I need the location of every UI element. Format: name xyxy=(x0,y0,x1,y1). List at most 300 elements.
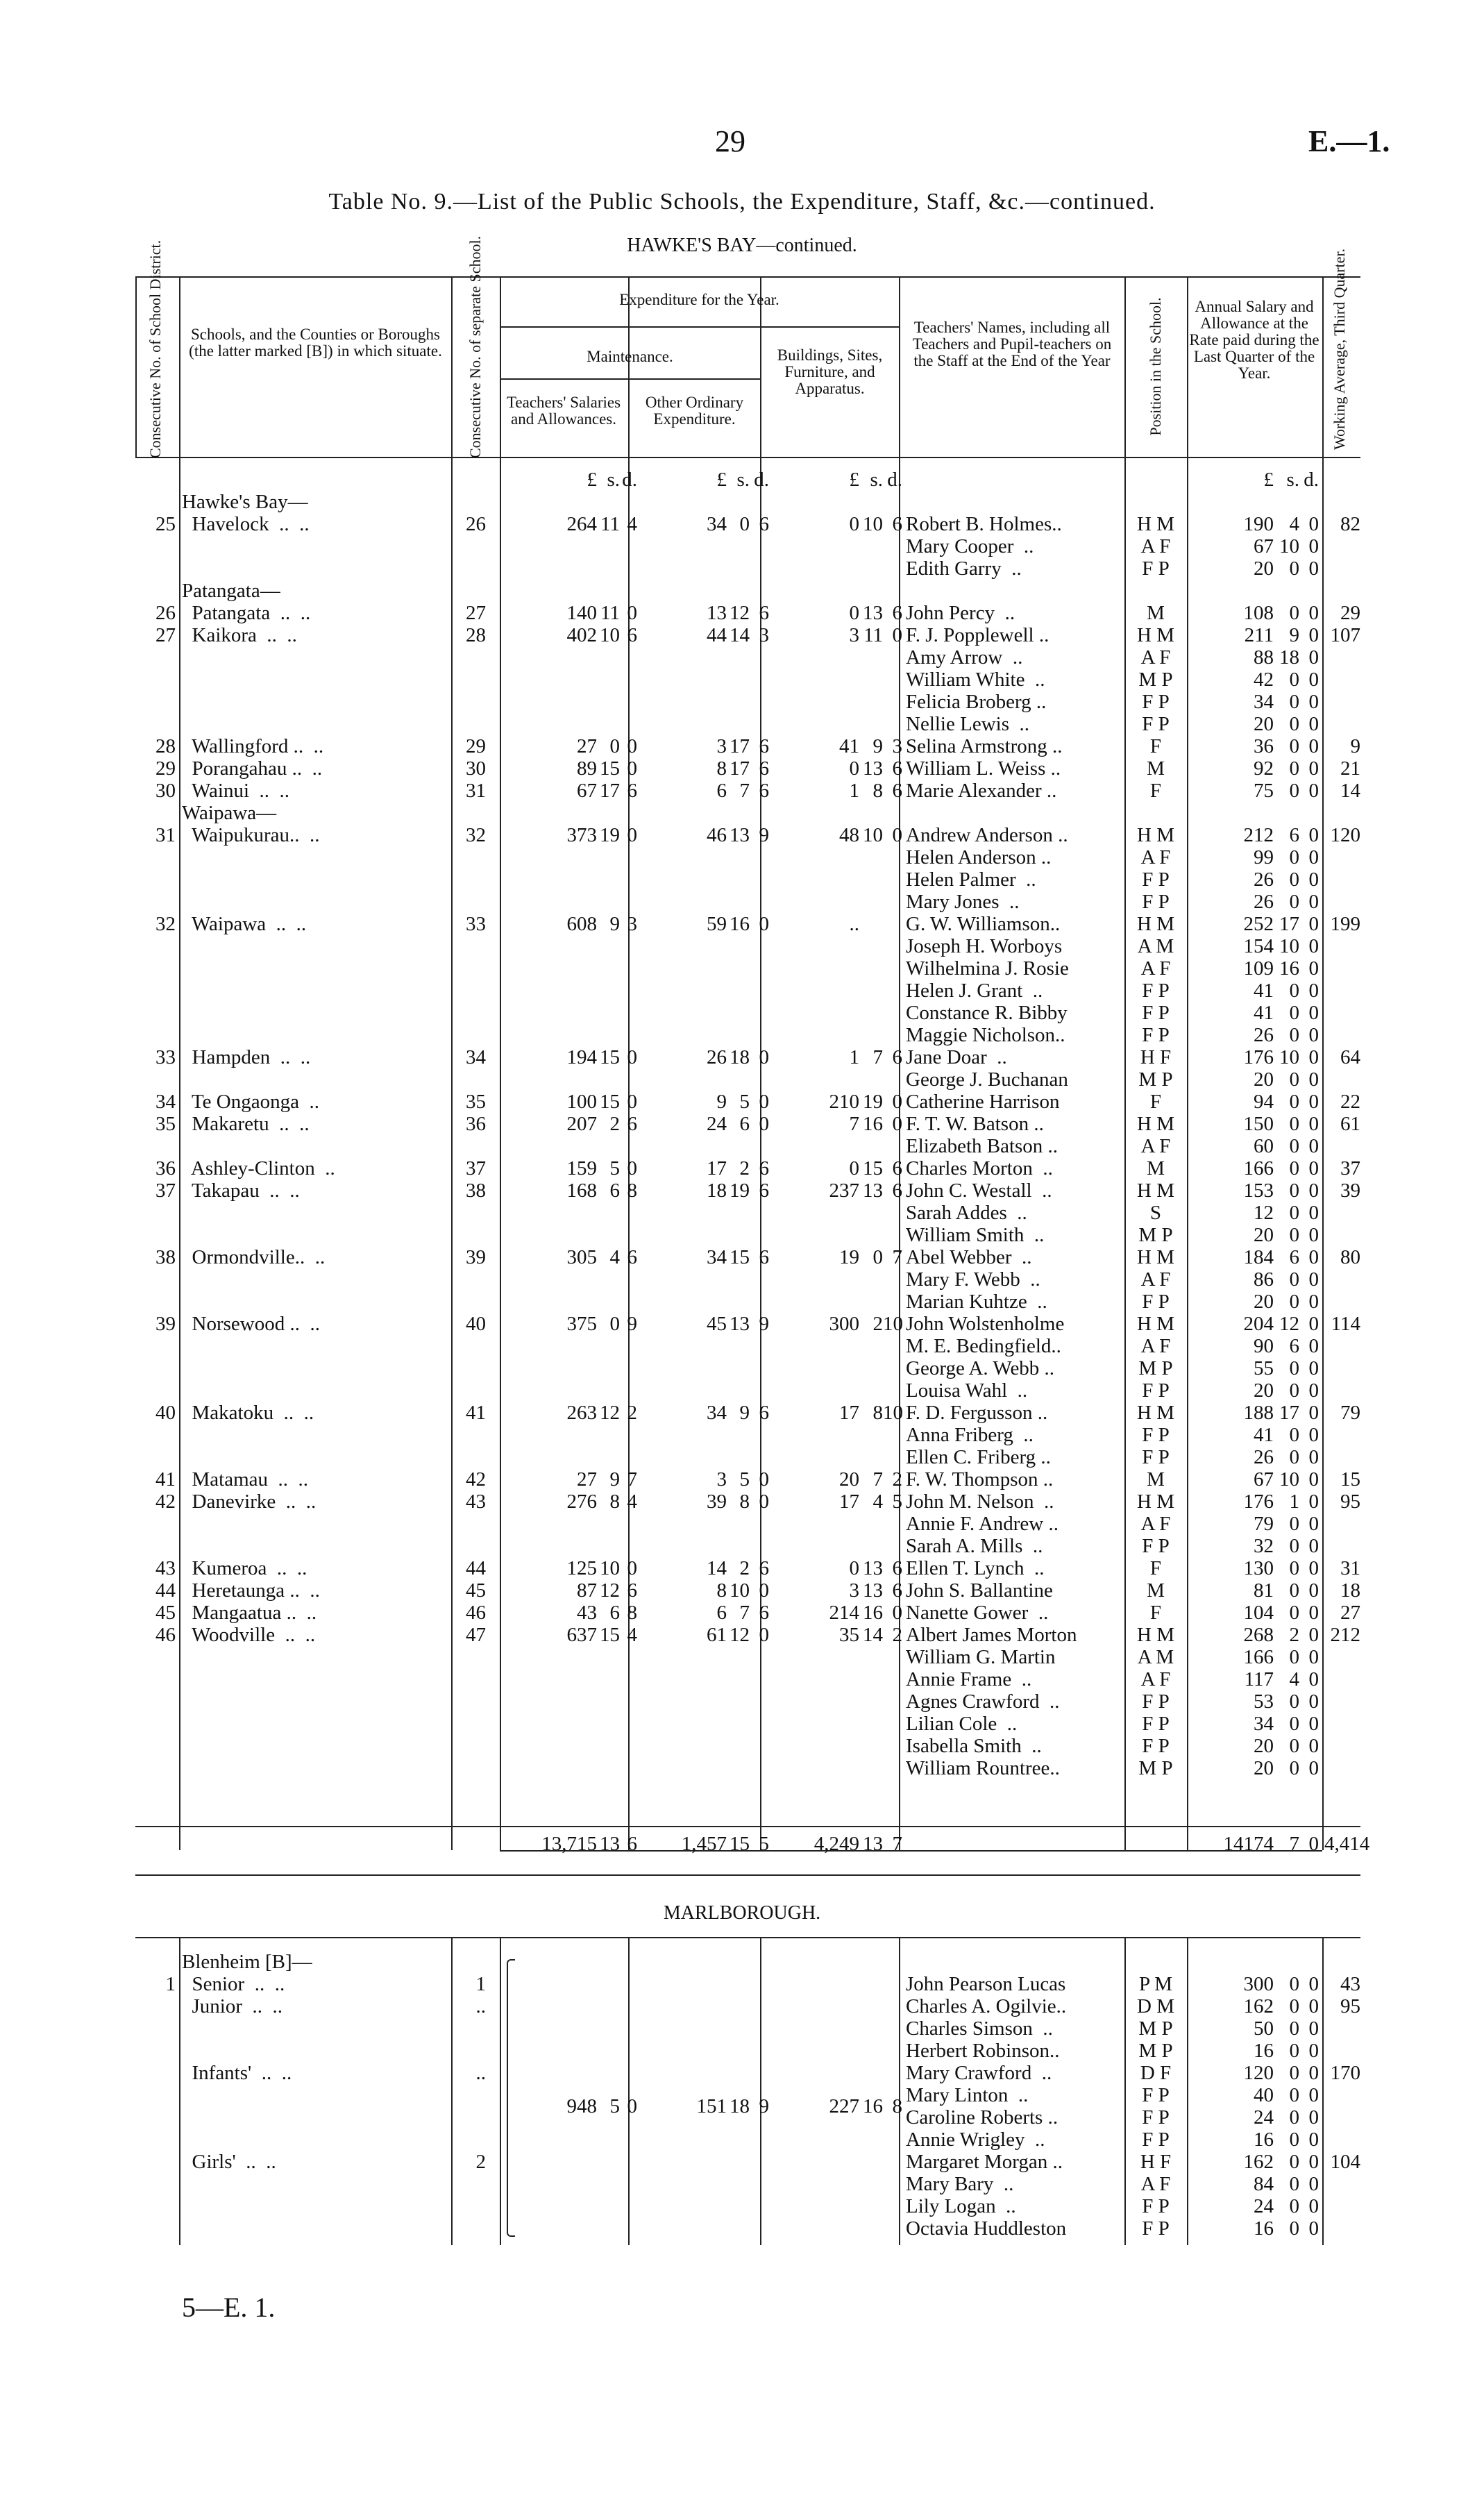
teacher-name: Agnes Crawford .. xyxy=(906,1690,1060,1713)
separate-school-number: .. xyxy=(475,2062,486,2084)
amount-pounds: 84 xyxy=(1254,2173,1274,2195)
amount-pounds: 27 xyxy=(577,1468,597,1491)
amount-pence: 0 xyxy=(1308,780,1319,802)
amount-pounds: 44 xyxy=(707,624,727,646)
amount-pence: 9 xyxy=(627,1313,637,1335)
amount-pence: 0 xyxy=(1308,1491,1319,1513)
currency-header: d. xyxy=(887,469,902,491)
teacher-name: John Percy .. xyxy=(906,602,1015,624)
amount-pounds: 13,715 xyxy=(541,1833,597,1855)
col-header-consec: Consecutive No. of School District. xyxy=(146,240,164,458)
amount-pence: 6 xyxy=(759,780,769,802)
amount-pounds: 27 xyxy=(577,735,597,757)
amount-pounds: 3 xyxy=(849,1579,859,1602)
amount-pence: 6 xyxy=(892,513,902,535)
amount-shillings: 16 xyxy=(863,1602,883,1624)
amount-shillings: 4 xyxy=(609,1246,620,1268)
currency-header: £ xyxy=(849,469,859,491)
district-number: 1 xyxy=(165,1973,176,1995)
district-number: 32 xyxy=(155,913,176,935)
amount-pence: 7 xyxy=(892,1833,902,1855)
amount-shillings: 13 xyxy=(863,1180,883,1202)
teacher-name: F. J. Popplewell .. xyxy=(906,624,1049,646)
amount-pounds: 130 xyxy=(1243,1557,1274,1579)
amount-pence: 4 xyxy=(627,1491,637,1513)
staff-position: A F xyxy=(1140,1135,1171,1157)
col-header-sepno: Consecutive No. of separate School. xyxy=(466,235,484,458)
amount-shillings: 19 xyxy=(600,824,620,846)
column-rule xyxy=(899,1937,900,2245)
amount-shillings: 6 xyxy=(1289,1246,1299,1268)
amount-pence: 0 xyxy=(759,1624,769,1646)
amount-shillings: 10 xyxy=(1279,1046,1299,1068)
amount-shillings: 6 xyxy=(609,1180,620,1202)
teacher-name: Sarah Addes .. xyxy=(906,1202,1027,1224)
separate-school-number: 42 xyxy=(466,1468,486,1491)
amount-shillings: 4 xyxy=(872,1491,883,1513)
amount-shillings: 15 xyxy=(600,757,620,780)
amount-pounds: 176 xyxy=(1243,1046,1274,1068)
staff-position: F xyxy=(1149,1602,1162,1624)
amount-pence: 0 xyxy=(1308,1313,1319,1335)
amount-pence: 0 xyxy=(1308,2129,1319,2151)
amount-pounds: 159 xyxy=(566,1157,597,1180)
currency-header: d. xyxy=(1304,469,1319,491)
amount-pounds: 34 xyxy=(1254,1713,1274,1735)
amount-pounds: 6 xyxy=(716,780,727,802)
amount-pence: 6 xyxy=(627,1246,637,1268)
amount-pence: 8 xyxy=(627,1180,637,1202)
teacher-name: Maggie Nicholson.. xyxy=(906,1024,1065,1046)
amount-pounds: 17 xyxy=(707,1157,727,1180)
amount-shillings: 2 xyxy=(609,1113,620,1135)
teacher-name: Sarah A. Mills .. xyxy=(906,1535,1043,1557)
marlborough-top-rule xyxy=(135,1937,1360,1938)
amount-pounds: 24 xyxy=(1254,2195,1274,2217)
amount-pence: 0 xyxy=(1308,980,1319,1002)
amount-pence: 0 xyxy=(1308,602,1319,624)
amount-shillings: 0 xyxy=(1289,1113,1299,1135)
staff-position: A M xyxy=(1137,1646,1174,1668)
teacher-name: Abel Webber .. xyxy=(906,1246,1032,1268)
amount-shillings: 0 xyxy=(1289,1135,1299,1157)
staff-position: A F xyxy=(1140,1668,1171,1690)
staff-position: M xyxy=(1147,1157,1165,1180)
col-header-buildings: Buildings, Sites, Furniture, and Apparatus. xyxy=(777,346,883,397)
working-average: 15 xyxy=(1340,1468,1360,1491)
amount-shillings: 0 xyxy=(1289,1291,1299,1313)
column-rule xyxy=(760,1937,761,2245)
school-name: Junior .. .. xyxy=(182,1995,283,2017)
amount-shillings: 0 xyxy=(1289,735,1299,757)
amount-pounds: 16 xyxy=(1254,2217,1274,2240)
amount-pounds: 373 xyxy=(566,824,597,846)
district-number: 29 xyxy=(155,757,176,780)
teacher-name: M. E. Bedingfield.. xyxy=(906,1335,1061,1357)
school-name: Makatoku .. .. xyxy=(182,1402,314,1424)
amount-pence: 0 xyxy=(1308,891,1319,913)
teacher-name: William Rountree.. xyxy=(906,1757,1060,1779)
amount-shillings: 18 xyxy=(1279,646,1299,669)
amount-pence: 9 xyxy=(759,2095,769,2117)
amount-shillings: 11 xyxy=(600,513,620,535)
teacher-name: Lilian Cole .. xyxy=(906,1713,1018,1735)
school-name: Waipawa .. .. xyxy=(182,913,307,935)
amount-pence: 0 xyxy=(892,1091,902,1113)
teacher-name: Elizabeth Batson .. xyxy=(906,1135,1059,1157)
amount-shillings: 7 xyxy=(1289,1833,1299,1855)
staff-position: H M xyxy=(1137,1624,1174,1646)
staff-position: F P xyxy=(1142,891,1170,913)
amount-shillings: 9 xyxy=(609,913,620,935)
district-number: 37 xyxy=(155,1180,176,1202)
amount-shillings: 0 xyxy=(872,1246,883,1268)
amount-pence: 6 xyxy=(759,1602,769,1624)
teacher-name: Wilhelmina J. Rosie xyxy=(906,957,1069,980)
amount-shillings: 16 xyxy=(863,1113,883,1135)
amount-pounds: 41 xyxy=(1254,1002,1274,1024)
separate-school-number: 32 xyxy=(466,824,486,846)
amount-pounds: 190 xyxy=(1243,513,1274,535)
amount-pence: 4 xyxy=(627,513,637,535)
amount-shillings: 15 xyxy=(730,1246,750,1268)
staff-position: H M xyxy=(1137,1113,1174,1135)
amount-shillings: 0 xyxy=(1289,1180,1299,1202)
school-name: Blenheim [B]— xyxy=(182,1951,312,1973)
teacher-name: Ellen T. Lynch .. xyxy=(906,1557,1045,1579)
separate-school-number: 39 xyxy=(466,1246,486,1268)
amount-pounds: 26 xyxy=(1254,1024,1274,1046)
amount-pence: 0 xyxy=(1308,1113,1319,1135)
school-name: Porangahau .. .. xyxy=(182,757,323,780)
amount-pence: 0 xyxy=(1308,557,1319,580)
col-header-salaries: Teachers' Salaries and Allowances. xyxy=(506,394,621,428)
staff-position: M P xyxy=(1138,1357,1173,1379)
separate-school-number: 40 xyxy=(466,1313,486,1335)
teacher-name: F. D. Fergusson .. xyxy=(906,1402,1048,1424)
staff-position: H M xyxy=(1137,913,1174,935)
amount-shillings: 18 xyxy=(730,2095,750,2117)
amount-pounds: 20 xyxy=(1254,1757,1274,1779)
amount-pence: 0 xyxy=(1308,2017,1319,2040)
amount-pounds: 12 xyxy=(1254,1202,1274,1224)
staff-position: S xyxy=(1149,1202,1162,1224)
separate-school-number: 35 xyxy=(466,1091,486,1113)
staff-position: M P xyxy=(1138,1757,1173,1779)
working-average: 14 xyxy=(1340,780,1360,802)
amount-pence: 0 xyxy=(892,624,902,646)
column-rule xyxy=(500,1937,501,2245)
school-name: Havelock .. .. xyxy=(182,513,310,535)
amount-shillings: 10 xyxy=(600,1557,620,1579)
staff-position: F P xyxy=(1142,1002,1170,1024)
amount-shillings: 17 xyxy=(730,735,750,757)
district-number: 41 xyxy=(155,1468,176,1491)
amount-pounds: 4,249 xyxy=(813,1833,859,1855)
currency-header: £ xyxy=(1263,469,1274,491)
amount-pounds: 59 xyxy=(707,913,727,935)
amount-shillings: 10 xyxy=(600,624,620,646)
amount-pence: 6 xyxy=(627,1833,637,1855)
school-name: Mangaatua .. .. xyxy=(182,1602,317,1624)
amount-shillings: 0 xyxy=(1289,1446,1299,1468)
amount-pounds: 41 xyxy=(1254,1424,1274,1446)
staff-position: F P xyxy=(1142,2106,1170,2129)
separate-school-number: 33 xyxy=(466,913,486,935)
amount-shillings: 0 xyxy=(1289,713,1299,735)
amount-pounds: 100 xyxy=(566,1091,597,1113)
staff-position: A F xyxy=(1140,1335,1171,1357)
amount-shillings: 13 xyxy=(863,1557,883,1579)
amount-shillings: 0 xyxy=(609,735,620,757)
teacher-name: Octavia Huddleston xyxy=(906,2217,1067,2240)
amount-pence: 0 xyxy=(1308,1357,1319,1379)
amount-pounds: 3 xyxy=(716,735,727,757)
column-rule xyxy=(135,276,137,458)
amount-pence: 0 xyxy=(1308,1335,1319,1357)
amount-pence: 6 xyxy=(892,1180,902,1202)
amount-shillings: 0 xyxy=(1289,1091,1299,1113)
staff-position: H M xyxy=(1137,1180,1174,1202)
amount-pence: 0 xyxy=(759,1113,769,1135)
amount-pounds: 150 xyxy=(1243,1113,1274,1135)
separate-school-number: 37 xyxy=(466,1157,486,1180)
teacher-name: William White .. xyxy=(906,669,1045,691)
amount-pence: 0 xyxy=(627,1157,637,1180)
working-average: 21 xyxy=(1340,757,1360,780)
amount-pounds: 212 xyxy=(1243,824,1274,846)
currency-header: s. xyxy=(870,469,883,491)
amount-shillings: 2 xyxy=(739,1157,750,1180)
amount-shillings: 15 xyxy=(863,1157,883,1180)
amount-pence: 0 xyxy=(1308,1713,1319,1735)
amount-pence: 0 xyxy=(1308,1668,1319,1690)
page-number: 29 xyxy=(715,124,745,158)
amount-pounds: 20 xyxy=(1254,557,1274,580)
teacher-name: Helen Anderson .. xyxy=(906,846,1052,868)
amount-shillings: 8 xyxy=(609,1491,620,1513)
amount-pounds: 17 xyxy=(839,1491,859,1513)
amount-shillings: 0 xyxy=(1289,2129,1299,2151)
column-rule xyxy=(179,1937,180,2245)
teacher-name: Caroline Roberts .. xyxy=(906,2106,1059,2129)
amount-pounds: 211 xyxy=(1244,624,1274,646)
separate-school-number: 26 xyxy=(466,513,486,535)
teacher-name: Nellie Lewis .. xyxy=(906,713,1029,735)
amount-shillings: 9 xyxy=(872,735,883,757)
teacher-name: Lily Logan .. xyxy=(906,2195,1016,2217)
school-name: Kumeroa .. .. xyxy=(182,1557,307,1579)
amount-shillings: 13 xyxy=(600,1833,620,1855)
amount-pounds: 237 xyxy=(829,1180,859,1202)
staff-position: H M xyxy=(1137,624,1174,646)
teacher-name: Mary Crawford .. xyxy=(906,2062,1052,2084)
teacher-name: Nanette Gower .. xyxy=(906,1602,1049,1624)
separate-school-number: 27 xyxy=(466,602,486,624)
amount-pounds: 608 xyxy=(566,913,597,935)
amount-pounds: 263 xyxy=(566,1402,597,1424)
amount-shillings: 10 xyxy=(730,1579,750,1602)
school-name: Hawke's Bay— xyxy=(182,491,308,513)
totals-top-rule-short xyxy=(135,1826,1360,1827)
amount-shillings: 15 xyxy=(600,1624,620,1646)
amount-shillings: 0 xyxy=(1289,669,1299,691)
teacher-name: Charles Morton .. xyxy=(906,1157,1053,1180)
col-header-working: Working Average, Third Quarter. xyxy=(1331,248,1348,450)
amount-pounds: 108 xyxy=(1243,602,1274,624)
amount-pence: 5 xyxy=(759,1833,769,1855)
separate-school-number: 2 xyxy=(475,2151,486,2173)
amount-shillings: 0 xyxy=(1289,780,1299,802)
working-average: 43 xyxy=(1340,1973,1360,1995)
amount-shillings: 19 xyxy=(863,1091,883,1113)
amount-shillings: 0 xyxy=(1289,1535,1299,1557)
teacher-name: Annie Wrigley .. xyxy=(906,2129,1045,2151)
staff-position: A F xyxy=(1140,846,1171,868)
amount-pounds: 61 xyxy=(707,1624,727,1646)
amount-pounds: 252 xyxy=(1243,913,1274,935)
teacher-name: F. W. Thompson .. xyxy=(906,1468,1054,1491)
amount-pence: 0 xyxy=(759,1468,769,1491)
staff-position: A M xyxy=(1137,935,1174,957)
amount-pounds: 19 xyxy=(839,1246,859,1268)
amount-pounds: 207 xyxy=(566,1113,597,1135)
teacher-name: Herbert Robinson.. xyxy=(906,2040,1060,2062)
currency-header: s. xyxy=(607,469,620,491)
staff-position: H M xyxy=(1137,513,1174,535)
amount-pounds: 90 xyxy=(1254,1335,1274,1357)
teacher-name: Louisa Wahl .. xyxy=(906,1379,1028,1402)
amount-pence: 6 xyxy=(892,780,902,802)
amount-shillings: 0 xyxy=(1289,2173,1299,2195)
separate-school-number: 1 xyxy=(475,1973,486,1995)
amount-shillings: 17 xyxy=(600,780,620,802)
staff-position: M P xyxy=(1138,2040,1173,2062)
amount-shillings: 0 xyxy=(1289,2106,1299,2129)
amount-pence: 0 xyxy=(1308,1180,1319,1202)
footer-signature: 5—E. 1. xyxy=(182,2292,276,2323)
amount-shillings: 0 xyxy=(1289,2217,1299,2240)
amount-shillings: 10 xyxy=(1279,1468,1299,1491)
amount-pence: 0 xyxy=(1308,1973,1319,1995)
amount-pounds: 20 xyxy=(1254,1379,1274,1402)
amount-pounds: 26 xyxy=(1254,868,1274,891)
amount-pounds: 67 xyxy=(1254,535,1274,557)
amount-shillings: 2 xyxy=(1289,1624,1299,1646)
amount-shillings: 5 xyxy=(739,1468,750,1491)
teacher-name: Albert James Morton xyxy=(906,1624,1077,1646)
amount-pounds: 79 xyxy=(1254,1513,1274,1535)
amount-pence: 6 xyxy=(627,780,637,802)
amount-shillings: 15 xyxy=(600,1091,620,1113)
col-header-expenditure: Expenditure for the Year. xyxy=(619,291,779,308)
amount-pounds: 305 xyxy=(566,1246,597,1268)
staff-position: M P xyxy=(1138,2017,1173,2040)
amount-pence: 0 xyxy=(627,735,637,757)
col-header-other: Other Ordinary Expenditure. xyxy=(645,394,744,428)
amount-shillings: 0 xyxy=(1289,1224,1299,1246)
amount-pence: 2 xyxy=(892,1624,902,1646)
amount-shillings: 12 xyxy=(730,1624,750,1646)
amount-pence: 2 xyxy=(892,1468,902,1491)
district-number: 45 xyxy=(155,1602,176,1624)
school-name: Heretaunga .. .. xyxy=(182,1579,320,1602)
staff-position: F P xyxy=(1142,2129,1170,2151)
working-average: 31 xyxy=(1340,1557,1360,1579)
amount-pounds: 300 xyxy=(829,1313,859,1335)
separate-school-number: 36 xyxy=(466,1113,486,1135)
amount-pence: 9 xyxy=(759,1313,769,1335)
amount-shillings: 0 xyxy=(739,513,750,535)
staff-position: P M xyxy=(1138,1973,1173,1995)
school-name: Girls' .. .. xyxy=(182,2151,276,2173)
amount-shillings: 17 xyxy=(1279,913,1299,935)
staff-position: H F xyxy=(1140,1046,1172,1068)
separate-school-number: 29 xyxy=(466,735,486,757)
amount-pounds: 16 xyxy=(1254,2129,1274,2151)
amount-pounds: 24 xyxy=(1254,2106,1274,2129)
amount-pounds: 41 xyxy=(839,735,859,757)
staff-position: F P xyxy=(1142,980,1170,1002)
teacher-name: John C. Westall .. xyxy=(906,1180,1052,1202)
amount-shillings: 0 xyxy=(1289,1973,1299,1995)
amount-pounds: 81 xyxy=(1254,1579,1274,1602)
staff-position: F xyxy=(1149,1557,1162,1579)
amount-pence: 0 xyxy=(1308,957,1319,980)
amount-shillings: 12 xyxy=(600,1402,620,1424)
col-header-schools: Schools, and the Counties or Boroughs (the latter marked [B]) in which situate. xyxy=(189,326,442,360)
amount-pounds: 46 xyxy=(707,824,727,846)
staff-position: F xyxy=(1149,735,1162,757)
staff-position: F P xyxy=(1142,1424,1170,1446)
staff-position: F P xyxy=(1142,557,1170,580)
teacher-name: Amy Arrow .. xyxy=(906,646,1023,669)
amount-pounds: 20 xyxy=(1254,713,1274,735)
amount-pence: 0 xyxy=(1308,846,1319,868)
district-number: 33 xyxy=(155,1046,176,1068)
amount-pence: 8 xyxy=(627,1602,637,1624)
separate-school-number: 43 xyxy=(466,1491,486,1513)
amount-pounds: 20 xyxy=(1254,1068,1274,1091)
amount-shillings: 2 xyxy=(739,1557,750,1579)
school-name: Senior .. .. xyxy=(182,1973,285,1995)
amount-shillings: 12 xyxy=(600,1579,620,1602)
amount-shillings: 8 xyxy=(872,1402,883,1424)
staff-position: D M xyxy=(1137,1995,1174,2017)
amount-pence: 0 xyxy=(1308,1757,1319,1779)
amount-pounds: 210 xyxy=(829,1091,859,1113)
amount-pence: 0 xyxy=(1308,1833,1319,1855)
district-number: 30 xyxy=(155,780,176,802)
staff-position: M P xyxy=(1138,1224,1173,1246)
staff-position: H M xyxy=(1137,824,1174,846)
teacher-name: George A. Webb .. xyxy=(906,1357,1055,1379)
staff-position: F P xyxy=(1142,868,1170,891)
separate-school-number: 34 xyxy=(466,1046,486,1068)
amount-pounds: 166 xyxy=(1243,1646,1274,1668)
staff-position: M xyxy=(1147,757,1165,780)
teacher-name: Selina Armstrong .. xyxy=(906,735,1063,757)
amount-shillings: 9 xyxy=(609,1468,620,1491)
amount-pence: 3 xyxy=(759,624,769,646)
working-average: 199 xyxy=(1330,913,1360,935)
staff-position: F xyxy=(1149,1091,1162,1113)
amount-pence: 0 xyxy=(1308,935,1319,957)
amount-pounds: .. xyxy=(849,913,859,935)
amount-shillings: 0 xyxy=(1289,846,1299,868)
currency-header: s. xyxy=(1286,469,1299,491)
amount-shillings: 0 xyxy=(609,1313,620,1335)
